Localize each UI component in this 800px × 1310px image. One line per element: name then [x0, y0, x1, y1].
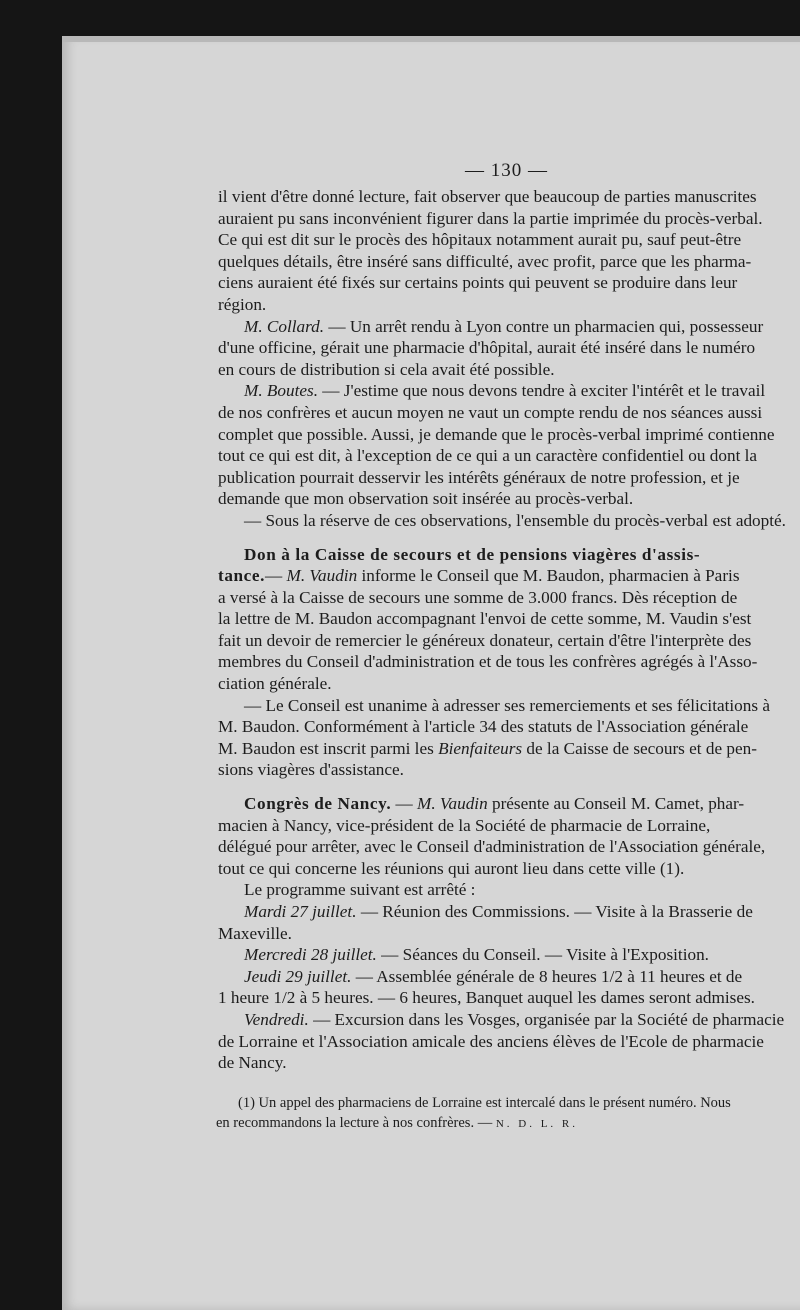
don-paragraph: tance.— M. Vaudin informe le Conseil que M. Baudon, pharmacien à Paris — [218, 566, 740, 586]
section-heading-don: Don à la Caisse de secours et de pensions viagères d'assis- — [244, 544, 701, 564]
program-item: Vendredi. — Excursion dans les Vosges, organisée par la Société de pharmacie — [244, 1009, 785, 1029]
text-line: d'une officine, gérait une pharmacie d'hôpital, aurait été inséré dans le numéro — [218, 338, 756, 358]
text-line: sions viagères d'assistance. — [218, 760, 404, 780]
text-line: ciens auraient été fixés sur certains points qui peuvent se produire dans leur — [218, 273, 738, 293]
boutes-paragraph: M. Boutes. — J'estime que nous devons tendre à exciter l'intérêt et le travail — [244, 381, 766, 401]
page-number: — 130 — — [465, 160, 548, 181]
text-line: il vient d'être donné lecture, fait observer que beaucoup de parties manuscrites — [218, 187, 757, 206]
text-line: délégué pour arrêter, avec le Conseil d'administration de l'Association générale, — [218, 837, 766, 857]
text-line: 1 heure 1/2 à 5 heures. — 6 heures, Banquet auquel les dames seront admises. — [218, 988, 755, 1008]
text-line: Ce qui est dit sur le procès des hôpitaux notamment aurait pu, sauf peut-être — [218, 230, 742, 250]
text-line: tout ce qui concerne les réunions qui auront lieu dans cette ville (1). — [218, 858, 685, 878]
text-line: a versé à la Caisse de secours une somme de 3.000 francs. Dès réception de — [218, 587, 738, 607]
text-line: en cours de distribution si cela avait été possible. — [218, 359, 555, 379]
text-line: publication pourrait desservir les intérêts généraux de notre profession, et je — [218, 467, 740, 487]
speaker-name: M. Vaudin — [417, 794, 488, 814]
congres-paragraph: Congrès de Nancy. — M. Vaudin présente au Conseil M. Camet, phar- — [244, 794, 745, 814]
body-text — [218, 186, 800, 1074]
page-top-edge — [62, 36, 800, 42]
text-line: M. Baudon. Conformément à l'article 34 des statuts de l'Association générale — [218, 717, 749, 737]
text-line: de nos confrères et aucun moyen ne vaut un compte rendu de nos séances aussi — [218, 402, 763, 422]
text-line: auraient pu sans inconvénient figurer dans la partie imprimée du procès-verbal. — [218, 208, 763, 228]
program-item: Mercredi 28 juillet. — Séances du Conseil. — Visite à l'Exposition. — [244, 945, 709, 965]
text-line: tout ce qui est dit, à l'exception de ce qui a un caractère confidentiel ou dont la — [218, 446, 758, 466]
text-line: fait un devoir de remercier le généreux donateur, certain d'être l'interprète des — [218, 630, 752, 650]
adoption-line: — Sous la réserve de ces observations, l'ensemble du procès-verbal est adopté. — [244, 510, 786, 530]
text-line: complet que possible. Aussi, je demande que le procès-verbal imprimé contienne — [218, 424, 775, 444]
text-line: macien à Nancy, vice-président de la Société de pharmacie de Lorraine, — [218, 815, 711, 835]
speaker-name: M. Collard. — [244, 316, 325, 336]
program-item: Mardi 27 juillet. — Réunion des Commissions. — Visite à la Brasserie de — [244, 902, 753, 921]
text-line: Maxeville. — [218, 923, 292, 943]
text-line: de Lorraine et l'Association amicale des anciens élèves de l'Ecole de pharmacie — [218, 1031, 764, 1051]
speaker-name: M. Vaudin — [286, 566, 358, 586]
text-line: Le programme suivant est arrêté : — [244, 880, 476, 900]
text-line: — Le Conseil est unanime à adresser ses remerciements et ses félicitations à — [244, 695, 770, 715]
bienfaiteurs-line: M. Baudon est inscrit parmi les Bienfaiteurs de la Caisse de secours et de pen- — [218, 738, 757, 758]
footnote-line: en recommandons la lecture à nos confrères. — N. D. L. R. — [216, 1115, 579, 1131]
program-item: Jeudi 29 juillet. — Assemblée générale de 8 heures 1/2 à 11 heures et de — [244, 966, 743, 986]
collard-paragraph: M. Collard. — Un arrêt rendu à Lyon contre un pharmacien qui, possesseur — [244, 316, 764, 336]
text-line: région. — [218, 294, 267, 314]
text-line: quelques détails, être inséré sans difficulté, avec profit, parce que les pharma- — [218, 251, 752, 271]
text-line: la lettre de M. Baudon accompagnant l'envoi de cette somme, M. Vaudin s'est — [218, 609, 752, 629]
speaker-name: M. Boutes. — [244, 381, 318, 401]
text-line: membres du Conseil d'administration et de tous les confrères agrégés à l'Asso- — [218, 652, 758, 672]
text-line: demande que mon observation soit insérée au procès-verbal. — [218, 489, 634, 509]
footnote-signature: N. D. L. R. — [495, 1118, 579, 1130]
footnote — [216, 1093, 800, 1134]
text-line: ciation générale. — [218, 674, 332, 694]
section-heading-congres: Congrès de Nancy. — [244, 794, 392, 814]
text-line: de Nancy. — [218, 1053, 287, 1073]
footnote-line: (1) Un appel des pharmaciens de Lorraine est intercalé dans le présent numéro. Nous — [238, 1095, 731, 1111]
